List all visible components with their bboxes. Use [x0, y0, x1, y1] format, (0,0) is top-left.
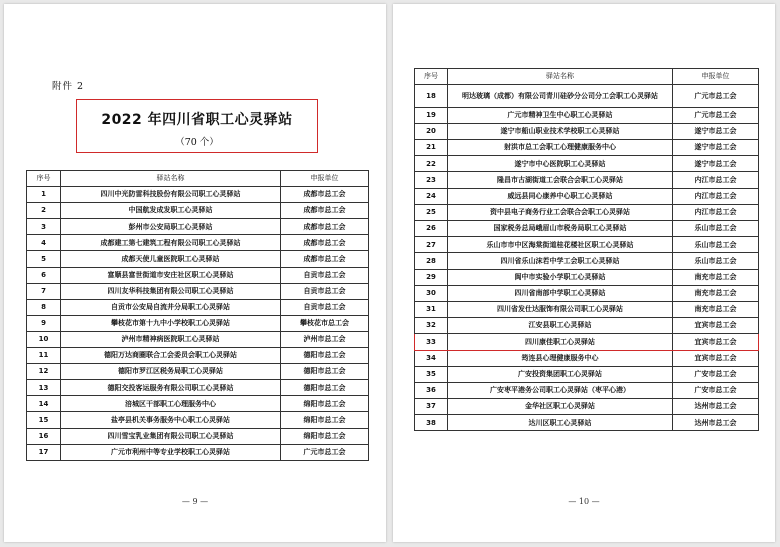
cell-seq: 5 — [27, 251, 61, 267]
cell-station-name: 盐亭县机关事务服务中心职工心灵驿站 — [61, 412, 281, 428]
cell-applicant: 广元市总工会 — [673, 107, 759, 123]
cell-station-name: 成都建工第七建筑工程有限公司职工心灵驿站 — [61, 235, 281, 251]
cell-applicant: 自贡市总工会 — [281, 267, 369, 283]
cell-applicant: 绵阳市总工会 — [281, 396, 369, 412]
table-row — [415, 123, 759, 139]
cell-applicant: 遂宁市总工会 — [673, 140, 759, 156]
cell-applicant: 广安市总工会 — [673, 366, 759, 382]
column-header-seq: 序号 — [27, 171, 61, 187]
cell-station-name: 四川省南部中学职工心灵驿站 — [448, 285, 673, 301]
table-row — [415, 221, 759, 237]
cell-applicant: 攀枝花市总工会 — [281, 315, 369, 331]
table-row — [27, 283, 369, 299]
cell-seq: 34 — [415, 350, 448, 366]
cell-applicant: 达州市总工会 — [673, 399, 759, 415]
cell-applicant: 德阳市总工会 — [281, 364, 369, 380]
cell-applicant: 德阳市总工会 — [281, 380, 369, 396]
cell-station-name: 泸州市精神病医院职工心灵驿站 — [61, 331, 281, 347]
station-table-right — [414, 68, 759, 431]
cell-applicant: 乐山市总工会 — [673, 237, 759, 253]
cell-seq: 27 — [415, 237, 448, 253]
cell-station-name: 遂宁市中心医院职工心灵驿站 — [448, 156, 673, 172]
table-row — [415, 172, 759, 188]
column-header-applicant: 申报单位 — [281, 171, 369, 187]
table-body — [415, 85, 759, 431]
table-row — [415, 253, 759, 269]
cell-station-name: 广元市精神卫生中心职工心灵驿站 — [448, 107, 673, 123]
cell-seq: 38 — [415, 415, 448, 431]
cell-station-name: 中国航发成发职工心灵驿站 — [61, 203, 281, 219]
table-row — [27, 251, 369, 267]
cell-seq: 7 — [27, 283, 61, 299]
cell-seq: 29 — [415, 269, 448, 285]
cell-seq: 22 — [415, 156, 448, 172]
table-row — [27, 428, 369, 444]
table-row — [415, 107, 759, 123]
cell-seq: 13 — [27, 380, 61, 396]
cell-applicant: 成都市总工会 — [281, 203, 369, 219]
cell-station-name: 四川雪宝乳业集团有限公司职工心灵驿站 — [61, 428, 281, 444]
document-title: 2022 年四川省职工心灵驿站 — [101, 112, 293, 128]
cell-applicant: 遂宁市总工会 — [673, 156, 759, 172]
cell-station-name: 江安县职工心灵驿站 — [448, 318, 673, 334]
station-table-left — [26, 170, 369, 461]
table-row — [27, 364, 369, 380]
table-row — [415, 318, 759, 334]
cell-applicant: 广元市总工会 — [673, 85, 759, 108]
cell-applicant: 广元市总工会 — [281, 444, 369, 460]
cell-station-name: 遂宁市船山职业技术学校职工心灵驿站 — [448, 123, 673, 139]
cell-seq: 1 — [27, 187, 61, 203]
document-page-9 — [4, 4, 386, 542]
table-row — [27, 348, 369, 364]
table-header-row — [415, 69, 759, 85]
cell-seq: 28 — [415, 253, 448, 269]
cell-applicant: 广安市总工会 — [673, 382, 759, 398]
cell-applicant: 宜宾市总工会 — [673, 334, 759, 350]
cell-seq: 19 — [415, 107, 448, 123]
table-body — [27, 187, 369, 461]
cell-seq: 4 — [27, 235, 61, 251]
cell-applicant: 乐山市总工会 — [673, 253, 759, 269]
table-row — [27, 235, 369, 251]
cell-applicant: 自贡市总工会 — [281, 283, 369, 299]
cell-seq: 6 — [27, 267, 61, 283]
cell-station-name: 涪城区干部职工心理服务中心 — [61, 396, 281, 412]
cell-seq: 16 — [27, 428, 61, 444]
cell-station-name: 德阳市罗江区税务局职工心灵驿站 — [61, 364, 281, 380]
cell-seq: 12 — [27, 364, 61, 380]
cell-station-name: 四川友华科技集团有限公司职工心灵驿站 — [61, 283, 281, 299]
cell-station-name: 射洪市总工会职工心理健康服务中心 — [448, 140, 673, 156]
cell-applicant: 成都市总工会 — [281, 187, 369, 203]
cell-station-name: 威远县同心康养中心职工心灵驿站 — [448, 188, 673, 204]
table-header-row — [27, 171, 369, 187]
table-row — [27, 380, 369, 396]
cell-applicant: 内江市总工会 — [673, 188, 759, 204]
cell-seq: 33 — [415, 334, 448, 350]
cell-seq: 14 — [27, 396, 61, 412]
cell-station-name: 资中县电子商务行业工会联合会职工心灵驿站 — [448, 204, 673, 220]
cell-station-name: 四川康佳职工心灵驿站 — [448, 334, 673, 350]
cell-applicant: 绵阳市总工会 — [281, 428, 369, 444]
cell-seq: 23 — [415, 172, 448, 188]
cell-station-name: 国家税务总局峨眉山市税务局职工心灵驿站 — [448, 221, 673, 237]
column-header-applicant: 申报单位 — [673, 69, 759, 85]
cell-seq: 26 — [415, 221, 448, 237]
table-row — [415, 204, 759, 220]
table-row — [415, 269, 759, 285]
cell-station-name: 攀枝花市第十九中小学校职工心灵驿站 — [61, 315, 281, 331]
cell-applicant: 成都市总工会 — [281, 219, 369, 235]
cell-station-name: 明达玻璃（成都）有限公司青川硅砂分公司分工会职工心灵驿站 — [448, 85, 673, 108]
cell-seq: 10 — [27, 331, 61, 347]
table-row — [27, 444, 369, 460]
cell-station-name: 隆昌市古湖街道工会联合会职工心灵驿站 — [448, 172, 673, 188]
cell-seq: 11 — [27, 348, 61, 364]
cell-station-name: 达川区职工心灵驿站 — [448, 415, 673, 431]
table-row — [415, 301, 759, 317]
cell-applicant: 内江市总工会 — [673, 204, 759, 220]
cell-applicant: 南充市总工会 — [673, 285, 759, 301]
cell-seq: 3 — [27, 219, 61, 235]
cell-seq: 24 — [415, 188, 448, 204]
cell-seq: 30 — [415, 285, 448, 301]
cell-station-name: 自贡市公安局自流井分局职工心灵驿站 — [61, 299, 281, 315]
cell-station-name: 彭州市公安局职工心灵驿站 — [61, 219, 281, 235]
table-row — [27, 331, 369, 347]
cell-station-name: 广安枣平港务公司职工心灵驿站（枣平心港） — [448, 382, 673, 398]
cell-seq: 8 — [27, 299, 61, 315]
table-row — [415, 140, 759, 156]
page-number: — 10 — — [568, 497, 600, 506]
cell-station-name: 成都天使儿童医院职工心灵驿站 — [61, 251, 281, 267]
cell-applicant: 宜宾市总工会 — [673, 318, 759, 334]
table-row — [27, 187, 369, 203]
cell-station-name: 四川中光防雷科技股份有限公司职工心灵驿站 — [61, 187, 281, 203]
column-header-seq: 序号 — [415, 69, 448, 85]
cell-seq: 9 — [27, 315, 61, 331]
table-row — [415, 188, 759, 204]
cell-applicant: 乐山市总工会 — [673, 221, 759, 237]
table-row — [27, 267, 369, 283]
table-row — [415, 366, 759, 382]
table-row — [27, 396, 369, 412]
cell-seq: 35 — [415, 366, 448, 382]
cell-applicant: 成都市总工会 — [281, 251, 369, 267]
table-row — [27, 315, 369, 331]
cell-seq: 15 — [27, 412, 61, 428]
table-row — [27, 299, 369, 315]
cell-seq: 21 — [415, 140, 448, 156]
cell-applicant: 南充市总工会 — [673, 269, 759, 285]
document-page-10 — [393, 4, 775, 542]
cell-station-name: 广安投资集团职工心灵驿站 — [448, 366, 673, 382]
table-row — [415, 415, 759, 431]
table-row — [27, 219, 369, 235]
table-row — [415, 350, 759, 366]
cell-station-name: 四川省发仕达服饰有限公司职工心灵驿站 — [448, 301, 673, 317]
cell-station-name: 富顺县富世街道市安庄社区职工心灵驿站 — [61, 267, 281, 283]
cell-station-name: 乐山市市中区海棠街道桂花楼社区职工心灵驿站 — [448, 237, 673, 253]
column-header-station-name: 驿站名称 — [448, 69, 673, 85]
cell-applicant: 泸州市总工会 — [281, 331, 369, 347]
cell-station-name: 德阳万达商圈联合工会委员会职工心灵驿站 — [61, 348, 281, 364]
cell-applicant: 宜宾市总工会 — [673, 350, 759, 366]
cell-station-name: 筠连县心理健康服务中心 — [448, 350, 673, 366]
cell-seq: 17 — [27, 444, 61, 460]
cell-applicant: 绵阳市总工会 — [281, 412, 369, 428]
cell-seq: 32 — [415, 318, 448, 334]
cell-seq: 20 — [415, 123, 448, 139]
page-number: — 9 — — [181, 497, 209, 506]
cell-seq: 37 — [415, 399, 448, 415]
table-row — [415, 237, 759, 253]
cell-applicant: 德阳市总工会 — [281, 348, 369, 364]
cell-applicant: 达州市总工会 — [673, 415, 759, 431]
cell-station-name: 金华社区职工心灵驿站 — [448, 399, 673, 415]
cell-applicant: 遂宁市总工会 — [673, 123, 759, 139]
table-row — [415, 399, 759, 415]
cell-seq: 31 — [415, 301, 448, 317]
table-row — [415, 382, 759, 398]
cell-applicant: 成都市总工会 — [281, 235, 369, 251]
cell-station-name: 广元市利州中等专业学校职工心灵驿站 — [61, 444, 281, 460]
cell-applicant: 南充市总工会 — [673, 301, 759, 317]
cell-applicant: 内江市总工会 — [673, 172, 759, 188]
table-row — [27, 412, 369, 428]
table-row — [415, 285, 759, 301]
cell-station-name: 四川省乐山沫若中学工会职工心灵驿站 — [448, 253, 673, 269]
table-row — [415, 85, 759, 108]
cell-applicant: 自贡市总工会 — [281, 299, 369, 315]
table-row — [27, 203, 369, 219]
cell-seq: 18 — [415, 85, 448, 108]
highlighted-table-row — [415, 334, 759, 350]
cell-station-name: 阆中市实验小学职工心灵驿站 — [448, 269, 673, 285]
attachment-label: 附件 2 — [52, 81, 85, 92]
cell-seq: 2 — [27, 203, 61, 219]
column-header-station-name: 驿站名称 — [61, 171, 281, 187]
document-subtitle: （70 个） — [175, 137, 219, 148]
table-row — [415, 156, 759, 172]
cell-station-name: 德阳交投客运服务有限公司职工心灵驿站 — [61, 380, 281, 396]
title-highlight-box — [76, 99, 318, 153]
cell-seq: 36 — [415, 382, 448, 398]
cell-seq: 25 — [415, 204, 448, 220]
